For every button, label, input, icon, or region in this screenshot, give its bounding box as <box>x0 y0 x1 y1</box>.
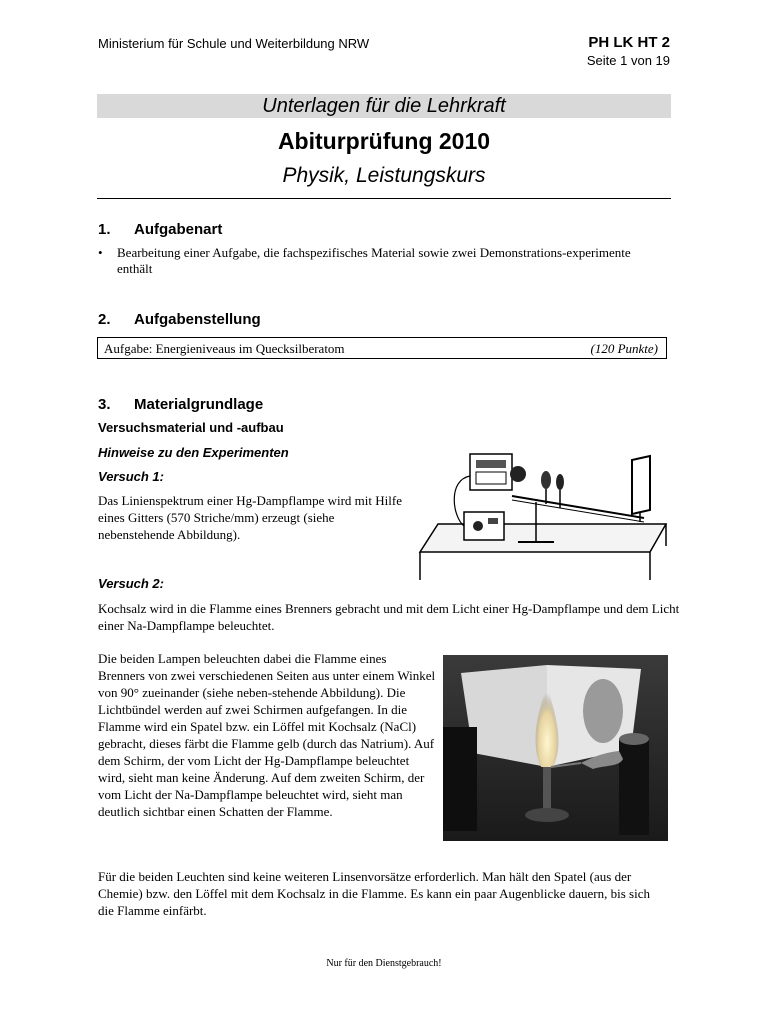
versuch2-heading: Versuch 2: <box>98 576 164 591</box>
banner-text: Unterlagen für die Lehrkraft <box>262 95 506 117</box>
section-title: Aufgabenart <box>134 221 223 238</box>
section-number: 3. <box>98 396 111 413</box>
subheading-versuchsmaterial: Versuchsmaterial und -aufbau <box>98 420 284 435</box>
versuch2-text: Kochsalz wird in die Flamme eines Brenners gebracht und mit dem Licht einer Hg-Dampflampe und dem Licht einer Na-Dampflampe beleuchtet. <box>98 601 680 633</box>
section-heading-aufgabenstellung <box>98 311 261 328</box>
exam-code: PH LK HT 2 <box>588 34 670 51</box>
footer-note: Nur für den Dienstgebrauch! <box>326 958 442 969</box>
section-number: 1. <box>98 221 111 238</box>
page-title: Abiturprüfung 2010 <box>277 128 491 154</box>
page-subtitle: Physik, Leistungskurs <box>282 164 486 187</box>
final-paragraph: Für die beiden Leuchten sind keine weiteren Linsenvorsätze erforderlich. Man hält den Spatel (aus der Chemie) bzw. den Löffel mit dem Kochsalz in die Flamme. Es kann ein paar Augenblicke dauern, bis sich die Flamme einfärbt. <box>98 869 650 918</box>
section-heading-materialgrundlage <box>98 396 263 413</box>
versuch1-heading: Versuch 1: <box>98 469 164 484</box>
section-title: Materialgrundlage <box>134 396 264 413</box>
subheading-hinweise: Hinweise zu den Experimenten <box>98 445 289 460</box>
bullet-dot-icon: • <box>98 245 103 260</box>
apparatus-drawing <box>418 446 672 582</box>
lamps-paragraph: Die beiden Lampen beleuchten dabei die Flamme eines Brenners von zwei verschiedenen Seiten aus unter einem Winkel von 90° zueinander (siehe neben-stehende Abbildung). Die Lichtbündel werden auf zwei Schirmen aufgefangen. In die Flamme wird ein Spatel bzw. ein Löffel mit Kochsalz (NaCl) gebracht, dieses färbt die Flamme gelb (durch das Natrium). Auf dem Schirm, der vom Licht der Hg-Dampflampe beleuchtet wird, sieht man keine Änderung. Auf dem zweiten Schirm, der vom Licht der Na-Dampflampe beleuchtet wird, sieht man deutlich sichtbar einen Schatten der Flamme. <box>98 651 436 819</box>
section-title: Aufgabenstellung <box>134 311 261 328</box>
section-number: 2. <box>98 311 111 328</box>
title-divider <box>97 198 671 199</box>
bullet-item <box>98 245 668 277</box>
banner-bar <box>97 94 671 118</box>
task-title: Aufgabe: Energieniveaus im Quecksilberatom <box>104 341 345 356</box>
task-box <box>97 337 667 359</box>
page-number: Seite 1 von 19 <box>586 53 670 68</box>
task-points: (120 Punkte) <box>590 341 658 356</box>
section-heading-aufgabenart <box>98 221 222 238</box>
versuch1-text: Das Linienspektrum einer Hg-Dampflampe wird mit Hilfe eines Gitters (570 Striche/mm) erzeugt (siehe nebenstehende Abbildung). <box>98 493 402 542</box>
bullet-text: Bearbeitung einer Aufgabe, die fachspezifisches Material sowie zwei Demonstrations-experimente enthält <box>117 245 631 276</box>
ministry-name: Ministerium für Schule und Weiterbildung NRW <box>98 36 370 51</box>
flame-experiment-photo <box>443 655 668 841</box>
